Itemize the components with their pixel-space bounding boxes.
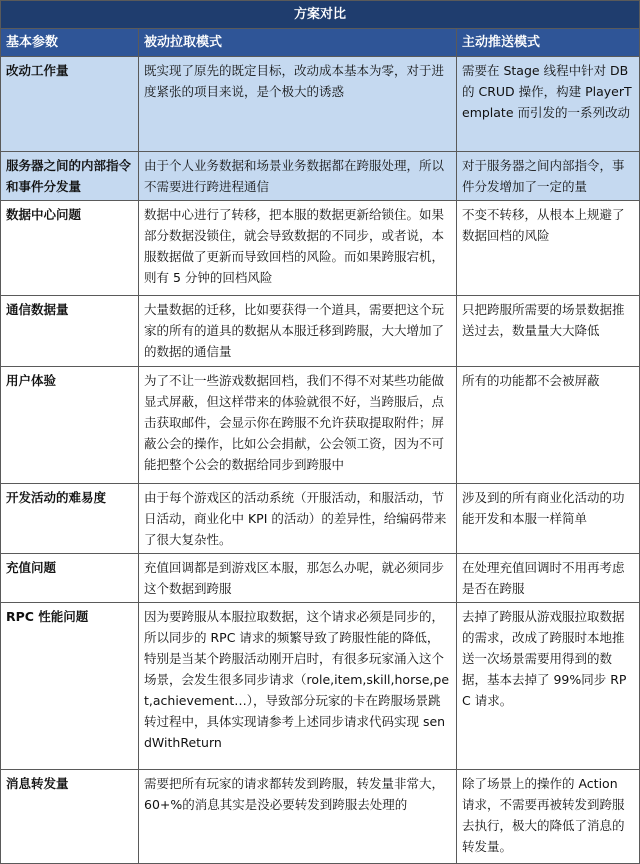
active-cell: 在处理充值回调时不用再考虑是否在跨服 bbox=[457, 554, 640, 603]
table-row bbox=[1, 152, 640, 201]
row-label: 充值问题 bbox=[1, 554, 139, 603]
row-label: 改动工作量 bbox=[1, 57, 139, 152]
table-row bbox=[1, 554, 640, 603]
table-row bbox=[1, 603, 640, 770]
table-row bbox=[1, 296, 640, 367]
header-basic-params: 基本参数 bbox=[1, 29, 139, 57]
row-label: 通信数据量 bbox=[1, 296, 139, 367]
passive-cell: 需要把所有玩家的请求都转发到跨服，转发量非常大，60+%的消息其实是没必要转发到跨服去处理的 bbox=[139, 770, 457, 864]
active-cell: 对于服务器之间内部指令，事件分发增加了一定的量 bbox=[457, 152, 640, 201]
table-title-row bbox=[1, 1, 640, 29]
table-row bbox=[1, 484, 640, 554]
header-passive-pull: 被动拉取模式 bbox=[139, 29, 457, 57]
passive-cell: 由于每个游戏区的活动系统（开服活动，和服活动，节日活动，商业化中 KPI 的活动）的差异性，给编码带来了很大复杂性。 bbox=[139, 484, 457, 554]
active-cell: 所有的功能都不会被屏蔽 bbox=[457, 367, 640, 484]
table-row bbox=[1, 770, 640, 864]
row-label: RPC 性能问题 bbox=[1, 603, 139, 770]
active-cell: 去掉了跨服从游戏服拉取数据的需求，改成了跨服时本地推送一次场景需要用得到的数据，基本去掉了 99%同步 RPC 请求。 bbox=[457, 603, 640, 770]
table-row bbox=[1, 201, 640, 296]
passive-cell: 数据中心进行了转移，把本服的数据更新给锁住。如果部分数据没锁住，就会导致数据的不同步，或者说，本服数据做了更新而导致回档的风险。而如果跨服宕机，则有 5 分钟的回档风险 bbox=[139, 201, 457, 296]
active-cell: 不变不转移，从根本上规避了数据回档的风险 bbox=[457, 201, 640, 296]
active-cell: 涉及到的所有商业化活动的功能开发和本服一样简单 bbox=[457, 484, 640, 554]
passive-cell: 既实现了原先的既定目标，改动成本基本为零，对于进度紧张的项目来说，是个极大的诱惑 bbox=[139, 57, 457, 152]
active-cell: 需要在 Stage 线程中针对 DB 的 CRUD 操作，构建 PlayerTemplate 而引发的一系列改动 bbox=[457, 57, 640, 152]
active-cell: 只把跨服所需要的场景数据推送过去，数量量大大降低 bbox=[457, 296, 640, 367]
row-label: 消息转发量 bbox=[1, 770, 139, 864]
row-label: 数据中心问题 bbox=[1, 201, 139, 296]
table-row bbox=[1, 367, 640, 484]
row-label: 开发活动的难易度 bbox=[1, 484, 139, 554]
table-row bbox=[1, 57, 640, 152]
row-label: 服务器之间的内部指令和事件分发量 bbox=[1, 152, 139, 201]
header-active-push: 主动推送模式 bbox=[457, 29, 640, 57]
passive-cell: 为了不让一些游戏数据回档，我们不得不对某些功能做显式屏蔽，但这样带来的体验就很不好，当跨服后，点击获取邮件，会显示你在跨服不允许获取提取附件；屏蔽公会的操作，比如公会捐献，公会领工资，因为不可能把整个公会的数据给同步到跨服中 bbox=[139, 367, 457, 484]
passive-cell: 大量数据的迁移，比如要获得一个道具，需要把这个玩家的所有的道具的数据从本服迁移到跨服，大大增加了的数据的通信量 bbox=[139, 296, 457, 367]
table-header-row bbox=[1, 29, 640, 57]
table-title: 方案对比 bbox=[1, 1, 640, 29]
passive-cell: 因为要跨服从本服拉取数据，这个请求必须是同步的，所以同步的 RPC 请求的频繁导致了跨服性能的降低，特别是当某个跨服活动刚开启时，有很多玩家涌入这个场景，会发生很多同步请求（role,item,skill,horse,pet,achievement…），导致部分玩家的卡在跨服场景跳转过程中，具体实现请参考上述同步请求代码实现 sendWithReturn bbox=[139, 603, 457, 770]
active-cell: 除了场景上的操作的 Action 请求，不需要再被转发到跨服去执行，极大的降低了消息的转发量。 bbox=[457, 770, 640, 864]
passive-cell: 由于个人业务数据和场景业务数据都在跨服处理，所以不需要进行跨进程通信 bbox=[139, 152, 457, 201]
row-label: 用户体验 bbox=[1, 367, 139, 484]
passive-cell: 充值回调都是到游戏区本服，那怎么办呢，就必须同步这个数据到跨服 bbox=[139, 554, 457, 603]
